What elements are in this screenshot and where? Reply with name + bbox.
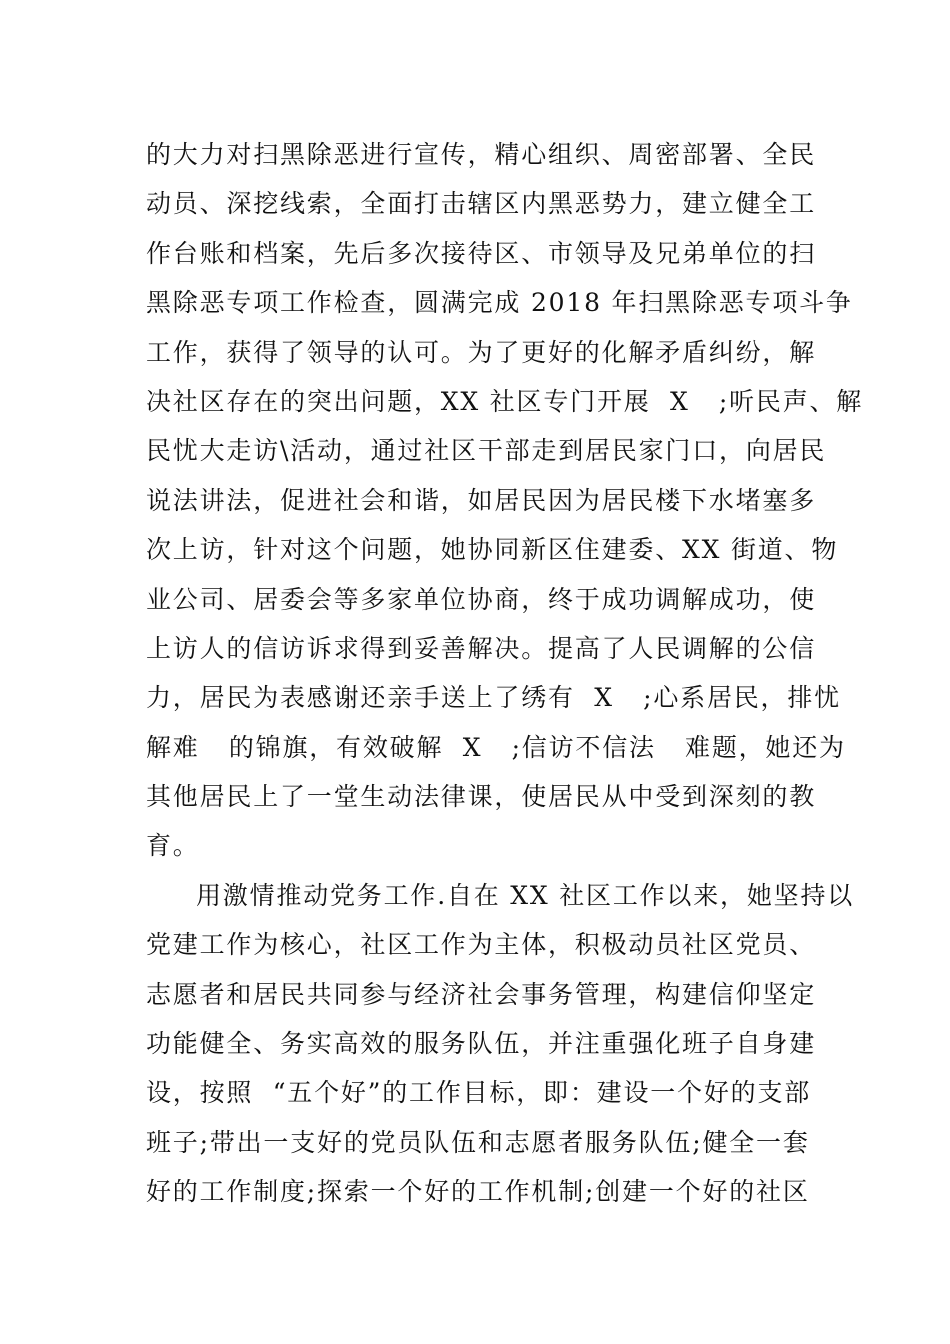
- text-line: 班子;带出一支好的党员队伍和志愿者服务队伍;健全一套: [146, 1127, 810, 1157]
- text-line: 上访人的信访诉求得到妥善解决。提高了人民调解的公信: [146, 633, 817, 663]
- text-line: 解难 的锦旗，有效破解 X ;信访不信法 难题，她还为: [146, 732, 846, 762]
- text-line: 工作，获得了领导的认可。为了更好的化解矛盾纠纷，解: [146, 337, 817, 367]
- text-line: 力，居民为表感谢还亲手送上了绣有 X ;心系居民，排忧: [146, 683, 841, 713]
- text-line: 设，按照 “五个好”的工作目标，即：建设一个好的支部: [146, 1078, 812, 1108]
- text-line: 说法讲法，促进社会和谐，如居民因为居民楼下水堵塞多: [146, 485, 817, 515]
- text-line: 次上访，针对这个问题，她协同新区住建委、XX 街道、物: [146, 535, 839, 565]
- text-line: 的大力对扫黑除恶进行宣传，精心组织、周密部署、全民: [146, 140, 817, 169]
- text-line: 作台账和档案，先后多次接待区、市领导及兄弟单位的扫: [146, 238, 817, 268]
- text-line: 育。: [146, 831, 200, 861]
- text-line: 功能健全、务实高效的服务队伍，并注重强化班子自身建: [146, 1029, 817, 1059]
- text-line: 志愿者和居民共同参与经济社会事务管理，构建信仰坚定: [146, 979, 817, 1009]
- text-line: 业公司、居委会等多家单位协商，终于成功调解成功，使: [146, 584, 817, 614]
- text-line: 决社区存在的突出问题，XX 社区专门开展 X ;听民声、解: [146, 386, 864, 416]
- text-line: 动员、深挖线索，全面打击辖区内黑恶势力，建立健全工: [146, 189, 817, 219]
- paragraph-first-line: 用激情推动党务工作.自在 XX 社区工作以来，她坚持以: [196, 880, 855, 910]
- text-line: 好的工作制度;探索一个好的工作机制;创建一个好的社区: [146, 1177, 810, 1207]
- text-line: 民忧大走访\活动，通过社区干部走到居民家门口，向居民: [146, 436, 827, 466]
- text-line: 黑除恶专项工作检查，圆满完成 2018 年扫黑除恶专项斗争: [146, 288, 853, 318]
- text-line: 其他居民上了一堂生动法律课，使居民从中受到深刻的教: [146, 782, 817, 812]
- text-line: 党建工作为核心，社区工作为主体，积极动员社区党员、: [146, 930, 817, 960]
- body-text: [146, 130, 864, 1217]
